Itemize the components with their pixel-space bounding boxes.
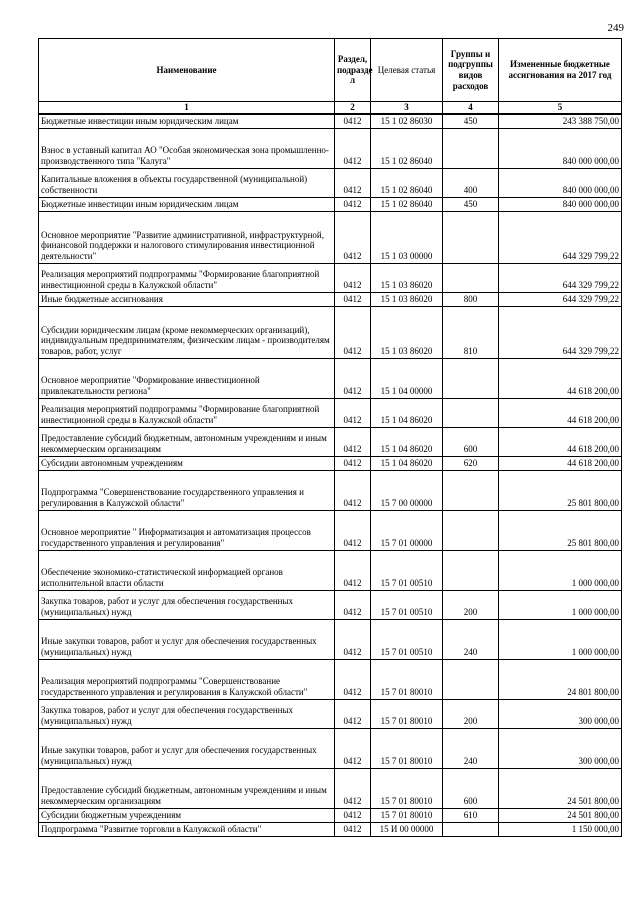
row-name: Субсидии юридическим лицам (кроме некоммерческих организаций), индивидуальным предпринимателям, физическим лицам - производителям товаров, работ, услуг (39, 306, 335, 358)
table-row (39, 292, 622, 306)
row-amount: 300 000,00 (499, 699, 622, 728)
table-row (39, 728, 622, 768)
row-group (443, 470, 499, 510)
table-row (39, 590, 622, 619)
row-amount: 1 000 000,00 (499, 550, 622, 590)
row-target: 15 1 02 86030 (371, 114, 443, 129)
row-group: 600 (443, 427, 499, 456)
row-group (443, 550, 499, 590)
row-amount: 1 150 000,00 (499, 822, 622, 836)
header-group: Группы и подгруппы видов расходов (443, 39, 499, 102)
row-group: 810 (443, 306, 499, 358)
table-row (39, 197, 622, 211)
row-target: 15 1 03 86020 (371, 263, 443, 292)
row-group (443, 263, 499, 292)
row-name: Капитальные вложения в объекты государственной (муниципальной) собственности (39, 168, 335, 197)
row-name: Основное мероприятие " Информатизация и автоматизация процессов государственного управления и регулирования" (39, 510, 335, 550)
row-section: 0412 (335, 168, 371, 197)
table-row (39, 550, 622, 590)
row-target: 15 1 03 86020 (371, 306, 443, 358)
row-name: Закупка товаров, работ и услуг для обеспечения государственных (муниципальных) нужд (39, 699, 335, 728)
row-amount: 644 329 799,22 (499, 306, 622, 358)
row-target: 15 И 00 00000 (371, 822, 443, 836)
row-section: 0412 (335, 768, 371, 808)
row-name: Иные бюджетные ассигнования (39, 292, 335, 306)
row-section: 0412 (335, 699, 371, 728)
row-amount: 1 000 000,00 (499, 619, 622, 659)
column-number: 3 (371, 102, 443, 114)
table-row (39, 263, 622, 292)
row-section: 0412 (335, 114, 371, 129)
table-row (39, 699, 622, 728)
row-name: Бюджетные инвестиции иным юридическим лицам (39, 114, 335, 129)
table-row (39, 427, 622, 456)
header-name: Наименование (39, 39, 335, 102)
row-name: Основное мероприятие "Формирование инвестиционной привлекательности региона" (39, 358, 335, 398)
row-target: 15 1 02 86040 (371, 168, 443, 197)
row-amount: 44 618 200,00 (499, 398, 622, 427)
row-name: Субсидии бюджетным учреждениям (39, 808, 335, 822)
row-amount: 840 000 000,00 (499, 168, 622, 197)
row-section: 0412 (335, 510, 371, 550)
row-group: 800 (443, 292, 499, 306)
row-group: 400 (443, 168, 499, 197)
row-section: 0412 (335, 292, 371, 306)
row-target: 15 7 00 00000 (371, 470, 443, 510)
row-section: 0412 (335, 728, 371, 768)
row-name: Бюджетные инвестиции иным юридическим лицам (39, 197, 335, 211)
row-section: 0412 (335, 427, 371, 456)
row-amount: 44 618 200,00 (499, 358, 622, 398)
table-row (39, 510, 622, 550)
row-section: 0412 (335, 808, 371, 822)
row-section: 0412 (335, 470, 371, 510)
row-section: 0412 (335, 306, 371, 358)
table-row (39, 306, 622, 358)
row-group: 200 (443, 590, 499, 619)
row-section: 0412 (335, 590, 371, 619)
row-name: Субсидии автономным учреждениям (39, 456, 335, 470)
header-row (39, 39, 622, 102)
row-name: Реализация мероприятий подпрограммы "Совершенствование государственного управления и регулирования в Калужской области" (39, 659, 335, 699)
row-section: 0412 (335, 550, 371, 590)
row-target: 15 1 04 00000 (371, 358, 443, 398)
row-amount: 840 000 000,00 (499, 197, 622, 211)
table-row (39, 358, 622, 398)
row-target: 15 7 01 00510 (371, 550, 443, 590)
row-group: 450 (443, 197, 499, 211)
row-name: Основное мероприятие "Развитие административной, инфраструктурной, финансовой поддержки и налогового стимулирования инвестиционной деятельности" (39, 211, 335, 263)
row-group (443, 510, 499, 550)
column-number-row (39, 102, 622, 114)
row-name: Закупка товаров, работ и услуг для обеспечения государственных (муниципальных) нужд (39, 590, 335, 619)
row-group: 450 (443, 114, 499, 129)
table-row (39, 659, 622, 699)
row-target: 15 1 03 00000 (371, 211, 443, 263)
column-number: 2 (335, 102, 371, 114)
table-row (39, 470, 622, 510)
row-group (443, 398, 499, 427)
table-header (39, 39, 622, 114)
row-section: 0412 (335, 211, 371, 263)
table-row (39, 808, 622, 822)
table-row (39, 168, 622, 197)
column-number: 4 (443, 102, 499, 114)
row-amount: 24 801 800,00 (499, 659, 622, 699)
row-target: 15 7 01 00510 (371, 619, 443, 659)
row-name: Реализация мероприятий подпрограммы "Формирование благоприятной инвестиционной среды в Калужской области" (39, 398, 335, 427)
row-amount: 840 000 000,00 (499, 128, 622, 168)
table-row (39, 768, 622, 808)
header-amount: Измененные бюджетные ассигнования на 2017 год (499, 39, 622, 102)
row-target: 15 7 01 80010 (371, 699, 443, 728)
row-group: 610 (443, 808, 499, 822)
row-section: 0412 (335, 659, 371, 699)
row-target: 15 1 04 86020 (371, 427, 443, 456)
row-group: 600 (443, 768, 499, 808)
row-target: 15 7 01 80010 (371, 768, 443, 808)
row-name: Подпрограмма "Совершенствование государственного управления и регулирования в Калужской области" (39, 470, 335, 510)
row-name: Иные закупки товаров, работ и услуг для обеспечения государственных (муниципальных) нужд (39, 728, 335, 768)
table-body (39, 114, 622, 837)
row-target: 15 7 01 80010 (371, 728, 443, 768)
row-section: 0412 (335, 398, 371, 427)
budget-table (38, 38, 622, 837)
row-target: 15 7 01 00510 (371, 590, 443, 619)
row-amount: 300 000,00 (499, 728, 622, 768)
table-row (39, 822, 622, 836)
row-group (443, 128, 499, 168)
row-target: 15 1 02 86040 (371, 197, 443, 211)
row-amount: 644 329 799,22 (499, 211, 622, 263)
column-number: 1 (39, 102, 335, 114)
table-row (39, 619, 622, 659)
table-row (39, 398, 622, 427)
row-target: 15 7 01 00000 (371, 510, 443, 550)
row-section: 0412 (335, 456, 371, 470)
row-target: 15 7 01 80010 (371, 808, 443, 822)
row-name: Реализация мероприятий подпрограммы "Формирование благоприятной инвестиционной среды в Калужской области" (39, 263, 335, 292)
row-section: 0412 (335, 619, 371, 659)
row-amount: 25 801 800,00 (499, 470, 622, 510)
row-name: Обеспечение экономико-статистической информацией органов исполнительной власти области (39, 550, 335, 590)
header-section: Раздел, подразде л (335, 39, 371, 102)
table-row (39, 114, 622, 129)
row-name: Подпрограмма "Развитие торговли в Калужской области" (39, 822, 335, 836)
row-amount: 44 618 200,00 (499, 427, 622, 456)
row-amount: 1 000 000,00 (499, 590, 622, 619)
row-target: 15 7 01 80010 (371, 659, 443, 699)
page-number: 249 (607, 22, 624, 34)
row-amount: 24 501 800,00 (499, 768, 622, 808)
header-target: Целевая статья (371, 39, 443, 102)
row-group (443, 211, 499, 263)
row-section: 0412 (335, 358, 371, 398)
row-amount: 644 329 799,22 (499, 263, 622, 292)
row-section: 0412 (335, 822, 371, 836)
row-target: 15 1 02 86040 (371, 128, 443, 168)
row-name: Предоставление субсидий бюджетным, автономным учреждениям и иным некоммерческим организациям (39, 427, 335, 456)
row-name: Предоставление субсидий бюджетным, автономным учреждениям и иным некоммерческим организациям (39, 768, 335, 808)
row-group (443, 659, 499, 699)
row-section: 0412 (335, 263, 371, 292)
row-amount: 243 388 750,00 (499, 114, 622, 129)
row-group (443, 358, 499, 398)
row-amount: 44 618 200,00 (499, 456, 622, 470)
row-section: 0412 (335, 128, 371, 168)
table-row (39, 456, 622, 470)
row-group: 240 (443, 619, 499, 659)
row-group: 620 (443, 456, 499, 470)
row-amount: 644 329 799,22 (499, 292, 622, 306)
table-row (39, 128, 622, 168)
row-group: 240 (443, 728, 499, 768)
row-section: 0412 (335, 197, 371, 211)
table-row (39, 211, 622, 263)
row-amount: 24 501 800,00 (499, 808, 622, 822)
row-group (443, 822, 499, 836)
row-amount: 25 801 800,00 (499, 510, 622, 550)
row-group: 200 (443, 699, 499, 728)
row-target: 15 1 04 86020 (371, 398, 443, 427)
row-name: Взнос в уставный капитал АО "Особая экономическая зона промышленно-производственного типа "Калуга" (39, 128, 335, 168)
row-target: 15 1 03 86020 (371, 292, 443, 306)
column-number: 5 (499, 102, 622, 114)
row-name: Иные закупки товаров, работ и услуг для обеспечения государственных (муниципальных) нужд (39, 619, 335, 659)
row-target: 15 1 04 86020 (371, 456, 443, 470)
